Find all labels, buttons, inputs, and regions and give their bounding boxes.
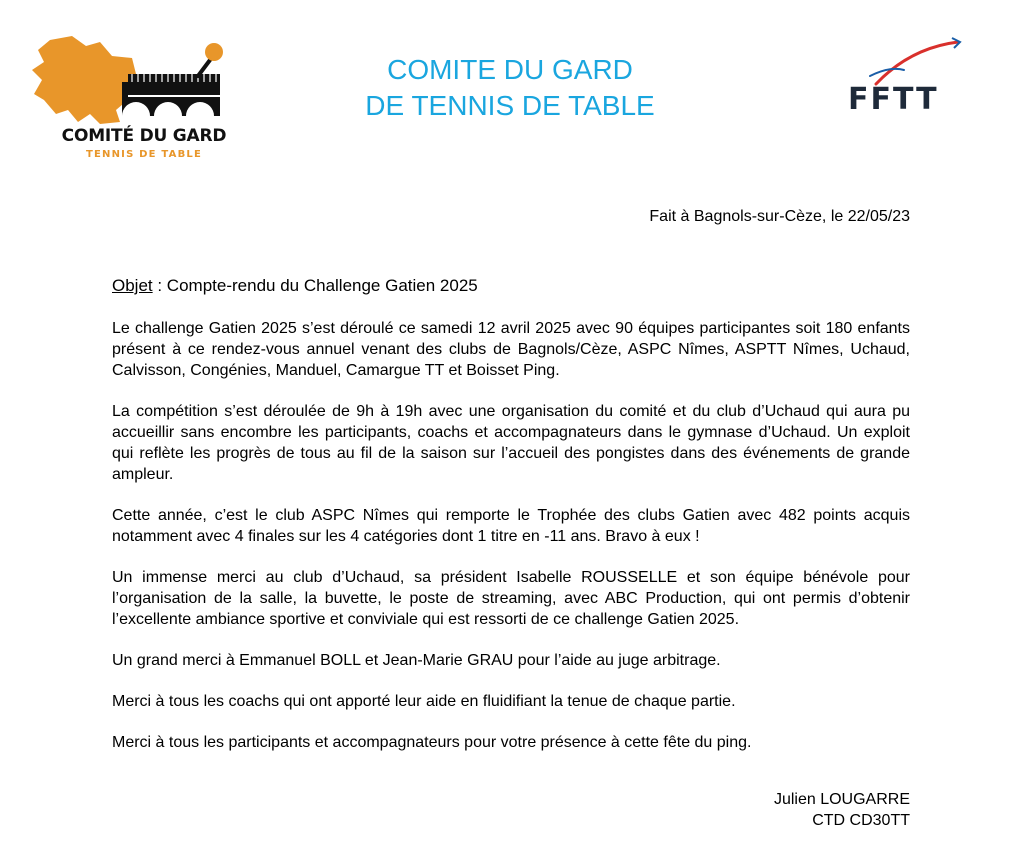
paragraph-4: Un immense merci au club d’Uchaud, sa président Isabelle ROUSSELLE et son équipe bénévole pour l’organisation de la salle, la buvette, le poste de streaming, avec ABC Production, qui ont permis d’obtenir l’excellente ambiance sportive et conviviale qui est ressorti de ce challenge Gatien 2025. — [112, 569, 910, 628]
subject-text: : Compte-rendu du Challenge Gatien 2025 — [152, 276, 478, 295]
signature-title: CTD CD30TT — [812, 812, 910, 829]
paragraph-7: Merci à tous les participants et accompagnateurs pour votre présence à cette fête du ping. — [112, 734, 752, 751]
signature-block — [774, 789, 910, 831]
paragraph-3: Cette année, c’est le club ASPC Nîmes qui remporte le Trophée des clubs Gatien avec 482 points acquis notamment avec 4 finales sur les 4 catégories dont 1 titre en -11 ans. Bravo à eux ! — [112, 507, 910, 545]
fftt-logo-text: FFTT — [848, 82, 939, 117]
paragraph-5: Un grand merci à Emmanuel BOLL et Jean-Marie GRAU pour l’aide au juge arbitrage. — [112, 652, 721, 669]
title-line-1: COMITE DU GARD — [387, 54, 633, 85]
logo-subtitle-text: TENNIS DE TABLE — [85, 149, 203, 160]
ball-icon — [28, 34, 228, 134]
logo-name-text: COMITÉ DU GARD — [61, 126, 227, 146]
page-title — [300, 52, 720, 124]
paragraph-6: Merci à tous les coachs qui ont apporté leur aide en fluidifiant la tenue de chaque partie. — [112, 693, 736, 710]
paragraph-2: La compétition s’est déroulée de 9h à 19h avec une organisation du comité et du club d’Uchaud qui aura pu accueillir sans encombre les participants, coachs et accompagnateurs dans le gymnase d’Uchaud. Un exploit qui reflète les progrès de tous au fil de la saison sur l’accueil des pongistes dans des événements de grande ampleur. — [112, 403, 910, 483]
letter-body — [112, 275, 910, 773]
subject-label: Objet — [112, 276, 153, 295]
signature-name: Julien LOUGARRE — [773, 791, 910, 808]
fftt-logo — [840, 36, 975, 116]
comite-du-gard-logo — [28, 34, 228, 164]
title-line-2: DE TENNIS DE TABLE — [365, 90, 655, 121]
letter-subject — [112, 275, 910, 296]
letter-date: Fait à Bagnols-sur-Cèze, le 22/05/23 — [649, 208, 910, 225]
paragraph-1: Le challenge Gatien 2025 s’est déroulé ce samedi 12 avril 2025 avec 90 équipes participantes soit 180 enfants présent à ce rendez-vous annuel venant des clubs de Bagnols/Cèze, ASPC Nîmes, ASPTT Nîmes, Uchaud, Calvisson, Congénies, Manduel, Camargue TT et Boisset Ping. — [112, 320, 910, 379]
